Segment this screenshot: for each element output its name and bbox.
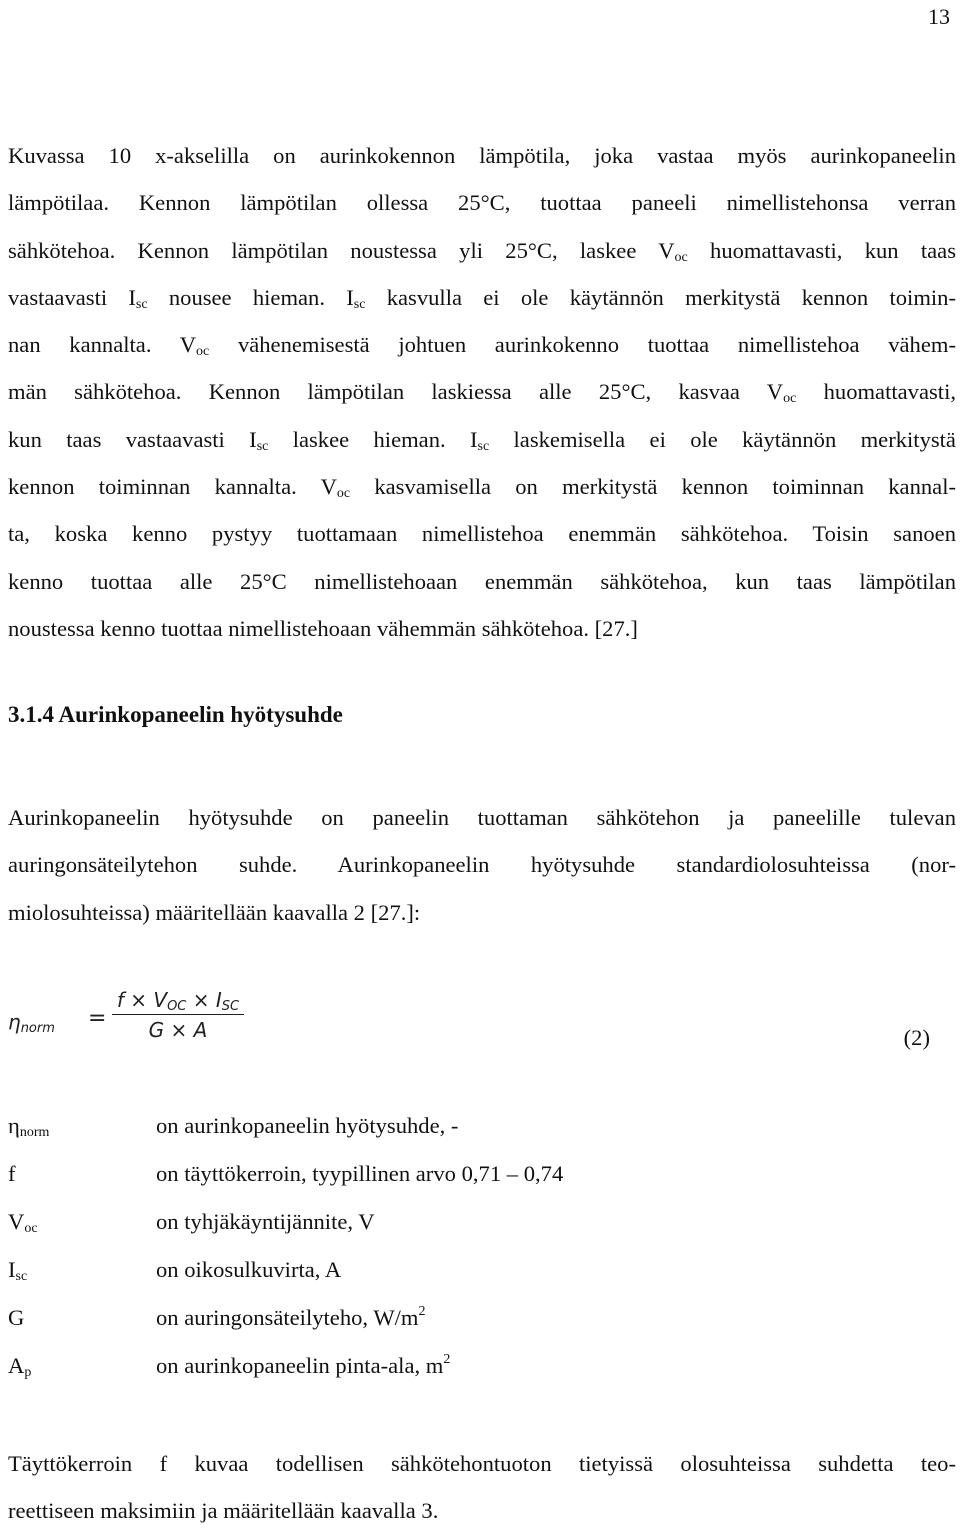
text-line: auringonsäteilytehon suhde. Aurinkopaneelin hyötysuhde standardiolosuhteissa (nor- — [8, 852, 956, 878]
symbol-definitions — [8, 1113, 908, 1401]
formula-denominator: G × A — [148, 1018, 208, 1042]
definition-row — [8, 1305, 908, 1353]
text-line: lämpötilaa. Kennon lämpötilan ollessa 25°C, tuottaa paneeli nimellistehonsa verran — [8, 190, 956, 216]
text-line: kennon toiminnan kannalta. $V_{oc}$ kasvamisella on merkitystä kennon toiminnan kannal- — [8, 474, 956, 502]
text-line: sähkötehoa. Kennon lämpötilan noustessa yli 25°C, laskee $V_{oc}$ huomattavasti, kun taas — [8, 237, 956, 265]
definition-row — [8, 1161, 908, 1209]
formula-equals: = — [88, 1006, 107, 1031]
text-line: kun taas vastaavasti $I_{sc}$ laskee hieman. $I_{sc}$ laskemisella ei ole käytännön merkitystä — [8, 426, 956, 454]
definition-row — [8, 1113, 908, 1161]
text-line: kenno tuottaa alle 25°C nimellistehoaan enemmän sähkötehoa, kun taas lämpötilan — [8, 568, 956, 594]
text-line: Kuvassa 10 x-akselilla on aurinkokennon lämpötila, joka vastaa myös aurinkopaneelin — [8, 143, 956, 168]
paragraph-efficiency-intro — [8, 794, 956, 936]
page-number: 13 — [928, 4, 950, 29]
text-line: Täyttökerroin f kuvaa todellisen sähkötehontuoton tietyissä olosuhteissa suhdetta teo- — [8, 1451, 956, 1476]
definition-symbol: $I_{sc}$ — [8, 1257, 28, 1284]
formula-lhs: $\eta_{norm}$ — [8, 1010, 55, 1036]
text-line: ta, koska kenno pystyy tuottamaan nimellistehoa enemmän sähkötehoa. Toisin sanoen — [8, 521, 956, 547]
text-line: vastaavasti $I_{sc}$ nousee hieman. $I_{sc}$ kasvulla ei ole käytännön merkitystä kennon toimin- — [8, 284, 956, 312]
definition-description: on aurinkopaneelin pinta-ala, $m^2$ — [156, 1352, 451, 1378]
text-line: reettiseen maksimiin ja määritellään kaavalla 3. — [8, 1498, 439, 1524]
text-line: nan kannalta. $V_{oc}$ vähenemisestä johtuen aurinkokenno tuottaa nimellistehoa vähem- — [8, 332, 956, 360]
formula-numerator: $f \times V_{OC} \times I_{SC}$ — [116, 988, 240, 1014]
definition-description: on täyttökerroin, tyypillinen arvo 0,71 – 0,74 — [156, 1161, 564, 1186]
definition-description: on auringonsäteilyteho, $W/m^2$ — [156, 1304, 426, 1330]
section-heading: 3.1.4 Aurinkopaneelin hyötysuhde — [8, 702, 343, 727]
definition-symbol: f — [8, 1161, 16, 1186]
fraction-bar — [112, 1014, 244, 1015]
equation-number: (2) — [903, 1025, 930, 1050]
text-line: noustessa kenno tuottaa nimellistehoaan vähemmän sähkötehoa. [27.] — [8, 615, 638, 641]
definition-symbol: $\eta_{norm}$ — [8, 1113, 50, 1140]
formula-fraction — [112, 988, 244, 1042]
text-line: män sähkötehoa. Kennon lämpötilan laskiessa alle 25°C, kasvaa $V_{oc}$ huomattavasti, — [8, 379, 956, 407]
paragraph-temperature-effect — [8, 132, 956, 652]
text-line: Aurinkopaneelin hyötysuhde on paneelin tuottaman sähkötehon ja paneelille tulevan — [8, 805, 956, 830]
paragraph-fill-factor — [8, 1440, 956, 1535]
definition-row — [8, 1209, 908, 1257]
definition-symbol: $V_{oc}$ — [8, 1209, 38, 1236]
definition-symbol: G — [8, 1305, 25, 1330]
definition-description: on tyhjäkäyntijännite, V — [156, 1209, 375, 1234]
text-line: miolosuhteissa) määritellään kaavalla 2 [27.]: — [8, 899, 421, 925]
definition-description: on aurinkopaneelin hyötysuhde, - — [156, 1113, 459, 1138]
definition-row — [8, 1353, 908, 1401]
definition-symbol: $A_p$ — [8, 1353, 32, 1380]
definition-description: on oikosulkuvirta, A — [156, 1257, 342, 1282]
definition-row — [8, 1257, 908, 1305]
